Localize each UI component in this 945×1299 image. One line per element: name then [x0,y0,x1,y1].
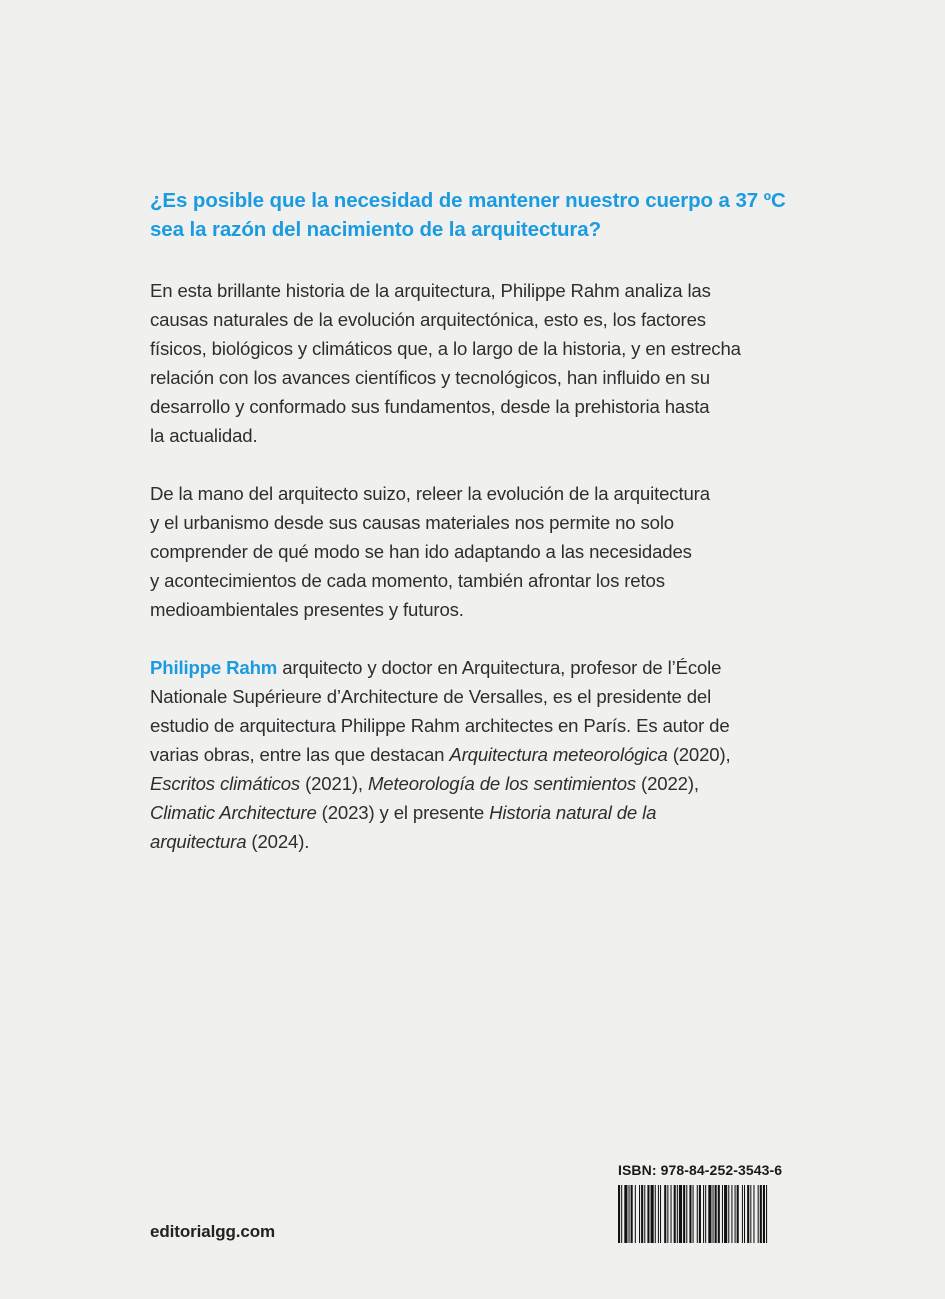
barcode-bar [728,1185,729,1243]
barcode-bar [683,1185,685,1243]
text-line: Nationale Supérieure d’Architecture de Versalles, es el presidente del [150,686,712,707]
barcode-bar [677,1185,678,1243]
barcode-bar [660,1185,661,1243]
text-line [150,653,810,682]
book-year: (2023) y el presente [316,802,490,823]
barcode-bar [737,1185,739,1243]
barcode-bar [747,1185,749,1243]
barcode-bar [693,1185,694,1243]
text-line: relación con los avances científicos y tecnológicos, han influido en su [150,367,710,388]
headline-line: ¿Es posible que la necesidad de mantener nuestro cuerpo a 37 ºC [150,189,786,212]
barcode-bar [713,1185,714,1243]
text-line: causas naturales de la evolución arquitectónica, esto es, los factores [150,309,706,330]
book-title: Climatic Architecture [150,802,317,823]
headline [150,186,810,244]
barcode-bar [705,1185,706,1243]
barcode-bar [644,1185,645,1243]
barcode-bar [742,1185,743,1243]
barcode-bar [629,1185,630,1243]
isbn-number: ISBN: 978-84-252-3543-6 [618,1162,783,1178]
barcode-bar [667,1185,668,1243]
barcode-bar [618,1185,620,1243]
author-bio [150,653,810,856]
text-line: y acontecimientos de cada momento, también afrontar los retos [150,570,665,591]
barcode-bar [635,1185,636,1243]
barcode-bar [750,1185,751,1243]
text-line [150,798,810,827]
book-year: (2020), [667,744,731,765]
text-line: y el urbanismo desde sus causas materiales nos permite no solo [150,512,674,533]
barcode-bar [658,1185,659,1243]
barcode-bar [731,1185,732,1243]
barcode-bar [715,1185,717,1243]
headline-line: sea la razón del nacimiento de la arquitectura? [150,218,601,241]
book-year: (2024). [246,831,310,852]
barcode-bar [671,1185,672,1243]
barcode-bar [647,1185,649,1243]
synopsis-paragraph [150,276,810,450]
text-line: comprender de qué modo se han ido adaptando a las necesidades [150,541,692,562]
publisher-website: editorialgg.com [150,1222,276,1241]
barcode-bar [763,1185,765,1243]
barcode-bar [624,1185,627,1243]
barcode-bar [735,1185,736,1243]
text-line: la actualidad. [150,425,258,446]
text-line [150,769,810,798]
bio-text: varias obras, entre las que destacan [150,744,450,765]
barcode-bar [699,1185,701,1243]
bio-text: arquitecto y doctor en Arquitectura, profesor de l’École [277,657,722,678]
text-line [150,827,810,856]
book-year: (2021), [300,773,368,794]
book-title: Meteorología de los sentimientos [367,773,637,794]
book-title: Escritos climáticos [150,773,301,794]
barcode-bar [758,1185,759,1243]
text-line: estudio de arquitectura Philippe Rahm architectes en París. Es autor de [150,715,730,736]
barcode-bar [639,1185,640,1243]
back-cover-text [150,186,810,856]
barcode-bar [651,1185,654,1243]
text-line: medioambientales presentes y futuros. [150,599,464,620]
barcode-bar [722,1185,723,1243]
text-line: físicos, biológicos y climáticos que, a lo largo de la historia, y en estrecha [150,338,741,359]
barcode-bar [760,1185,762,1243]
text-line: desarrollo y conformado sus fundamentos, desde la prehistoria hasta [150,396,710,417]
text-line [150,740,810,769]
barcode-bar [703,1185,704,1243]
barcode-bar [621,1185,622,1243]
text-line: En esta brillante historia de la arquitectura, Philippe Rahm analiza las [150,280,711,301]
isbn-barcode-block [618,1161,810,1243]
barcode-bar [631,1185,633,1243]
barcode-bar [689,1185,691,1243]
barcode-bar [766,1185,767,1243]
barcode-bar [753,1185,754,1243]
barcode-bar [664,1185,666,1243]
book-year: (2022), [636,773,699,794]
text-line: De la mano del arquitecto suizo, releer la evolución de la arquitectura [150,483,710,504]
barcode-bar [697,1185,698,1243]
book-title: Arquitectura meteorológica [449,744,668,765]
synopsis-paragraph-2 [150,479,810,624]
barcode-icon [618,1185,808,1243]
book-title: arquitectura [150,831,247,852]
barcode-bar [718,1185,720,1243]
barcode-bar [655,1185,656,1243]
barcode-bar [724,1185,727,1243]
barcode-bar [744,1185,745,1243]
book-title: Historia natural de la [489,802,657,823]
barcode-bar [674,1185,676,1243]
barcode-bar [679,1185,682,1243]
author-name: Philippe Rahm [150,657,278,678]
barcode-bar [641,1185,643,1243]
barcode-bar [686,1185,687,1243]
barcode-bar [708,1185,711,1243]
